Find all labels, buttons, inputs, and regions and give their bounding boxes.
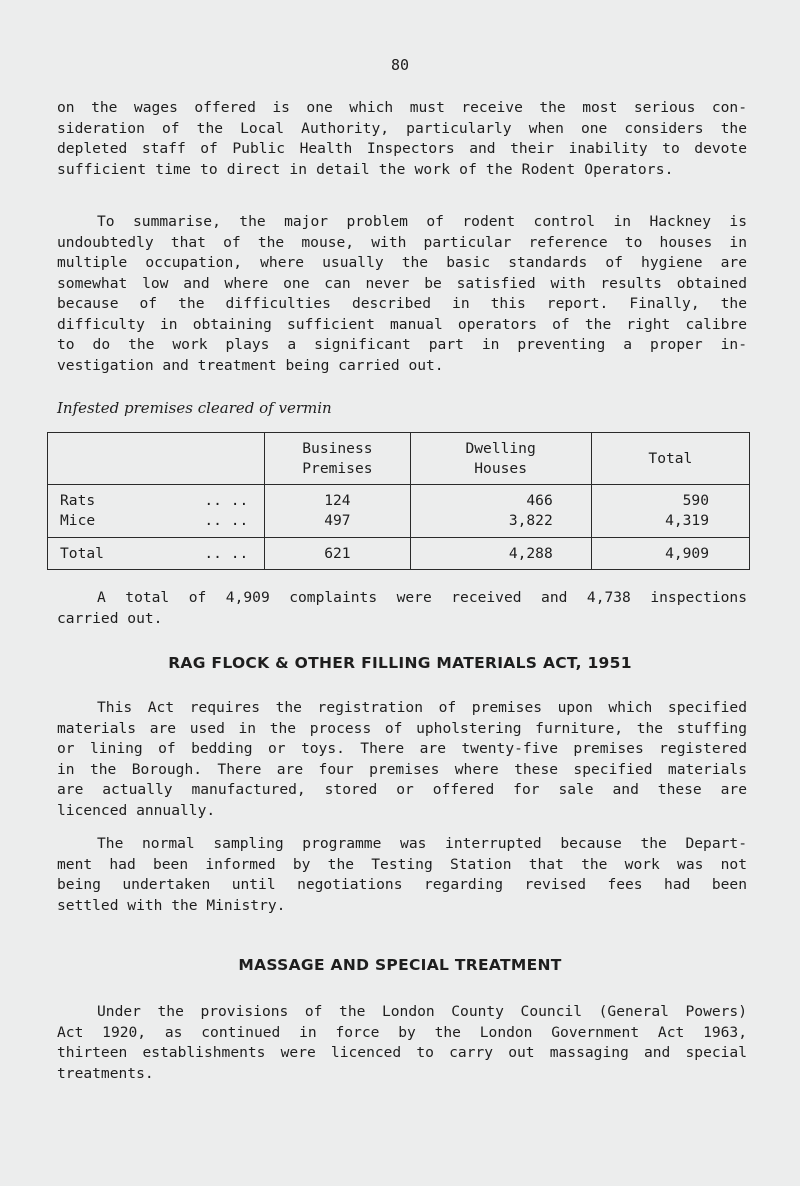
text-line: depleted staff of Public Health Inspectors and their inability to devote (57, 140, 747, 157)
cell-value: 4,288 (410, 538, 591, 570)
text-line: on the wages offered is one which must receive the most serious con- (57, 99, 747, 116)
text-line: ment had been informed by the Testing Station that the work was not (57, 855, 747, 873)
text-line: to do the work plays a significant part in preventing a proper in- (57, 336, 747, 353)
cell-value: 4,909 (591, 538, 749, 570)
table-total-row (48, 538, 750, 570)
vermin-table (47, 432, 750, 570)
paragraph-wages (57, 98, 747, 180)
text-line: are actually manufactured, stored or offered for sale and these are (57, 781, 747, 798)
leader-dots: .. .. (204, 512, 249, 529)
row-label-rats: Rats (60, 492, 96, 509)
page-number: 80 (390, 56, 410, 74)
text-line: because of the difficulties described in this report. Finally, the (57, 295, 747, 312)
text-line: difficulty in obtaining sufficient manual operators of the right calibre (57, 315, 747, 333)
table-row (48, 485, 750, 538)
row-labels (48, 485, 265, 538)
header-business-premises (265, 433, 410, 485)
dwelling-values (410, 485, 591, 538)
text-line: licenced annually. (57, 801, 216, 819)
paragraph-massage (57, 1002, 747, 1084)
text-line: This Act requires the registration of premises upon which specified (97, 699, 747, 716)
text-line: carried out. (57, 609, 163, 627)
paragraph-sampling (57, 834, 747, 916)
text-line: Under the provisions of the London County Council (General Powers) (97, 1003, 747, 1020)
paragraph-complaints (57, 588, 747, 629)
header-line: Dwelling (465, 439, 536, 457)
text-line: A total of 4,909 complaints were received and 4,738 inspections (97, 589, 747, 606)
row-label-total: Total (60, 544, 104, 562)
header-total: Total (591, 433, 749, 485)
header-blank (48, 433, 265, 485)
table-caption: Infested premises cleared of vermin (57, 399, 332, 417)
text-line: settled with the Ministry. (57, 896, 286, 914)
text-line: To summarise, the major problem of rodent control in Hackney is (97, 213, 747, 230)
text-line: being undertaken until negotiations regarding revised fees had been (57, 876, 747, 893)
header-line: Business (302, 439, 373, 457)
section-heading-rag-flock: RAG FLOCK & OTHER FILLING MATERIALS ACT, 1951 (168, 654, 632, 672)
text-line: multiple occupation, where usually the basic standards of hygiene are (57, 254, 747, 271)
table-header-row (48, 433, 750, 485)
text-line: thirteen establishments were licenced to carry out massaging and special (57, 1044, 747, 1061)
text-line: sideration of the Local Authority, particularly when one considers the (57, 119, 747, 137)
text-line: The normal sampling programme was interrupted because the Depart- (97, 835, 747, 852)
header-line: Premises (302, 459, 373, 477)
section-heading-massage: MASSAGE AND SPECIAL TREATMENT (238, 956, 562, 974)
row-label-mice: Mice (60, 512, 96, 529)
total-values (591, 485, 749, 538)
text-line: vestigation and treatment being carried out. (57, 356, 444, 374)
text-line: undoubtedly that of the mouse, with particular reference to houses in (57, 233, 747, 251)
text-line: in the Borough. There are four premises where these specified materials (57, 760, 747, 778)
total-label-cell (48, 538, 265, 570)
text-line: or lining of bedding or toys. There are twenty-five premises registered (57, 740, 747, 757)
leader-dots: .. .. (204, 544, 249, 562)
header-dwelling-houses (410, 433, 591, 485)
cell-value: 497 (324, 512, 351, 529)
text-line: sufficient time to direct in detail the work of the Rodent Operators. (57, 160, 674, 178)
text-line: materials are used in the process of upholstering furniture, the stuffing (57, 719, 747, 737)
cell-value: 466 (526, 492, 553, 509)
cell-value: 590 (682, 492, 709, 509)
cell-value: 3,822 (508, 512, 553, 529)
header-line: Houses (474, 459, 527, 477)
text-line: treatments. (57, 1064, 154, 1082)
business-values (265, 485, 410, 538)
paragraph-rag-flock-act (57, 698, 747, 821)
cell-value: 4,319 (665, 512, 709, 529)
text-line: Act 1920, as continued in force by the London Government Act 1963, (57, 1023, 747, 1041)
leader-dots: .. .. (204, 492, 249, 509)
paragraph-summary (57, 212, 747, 376)
text-line: somewhat low and where one can never be satisfied with results obtained (57, 274, 747, 292)
cell-value: 621 (265, 538, 410, 570)
cell-value: 124 (324, 492, 351, 509)
